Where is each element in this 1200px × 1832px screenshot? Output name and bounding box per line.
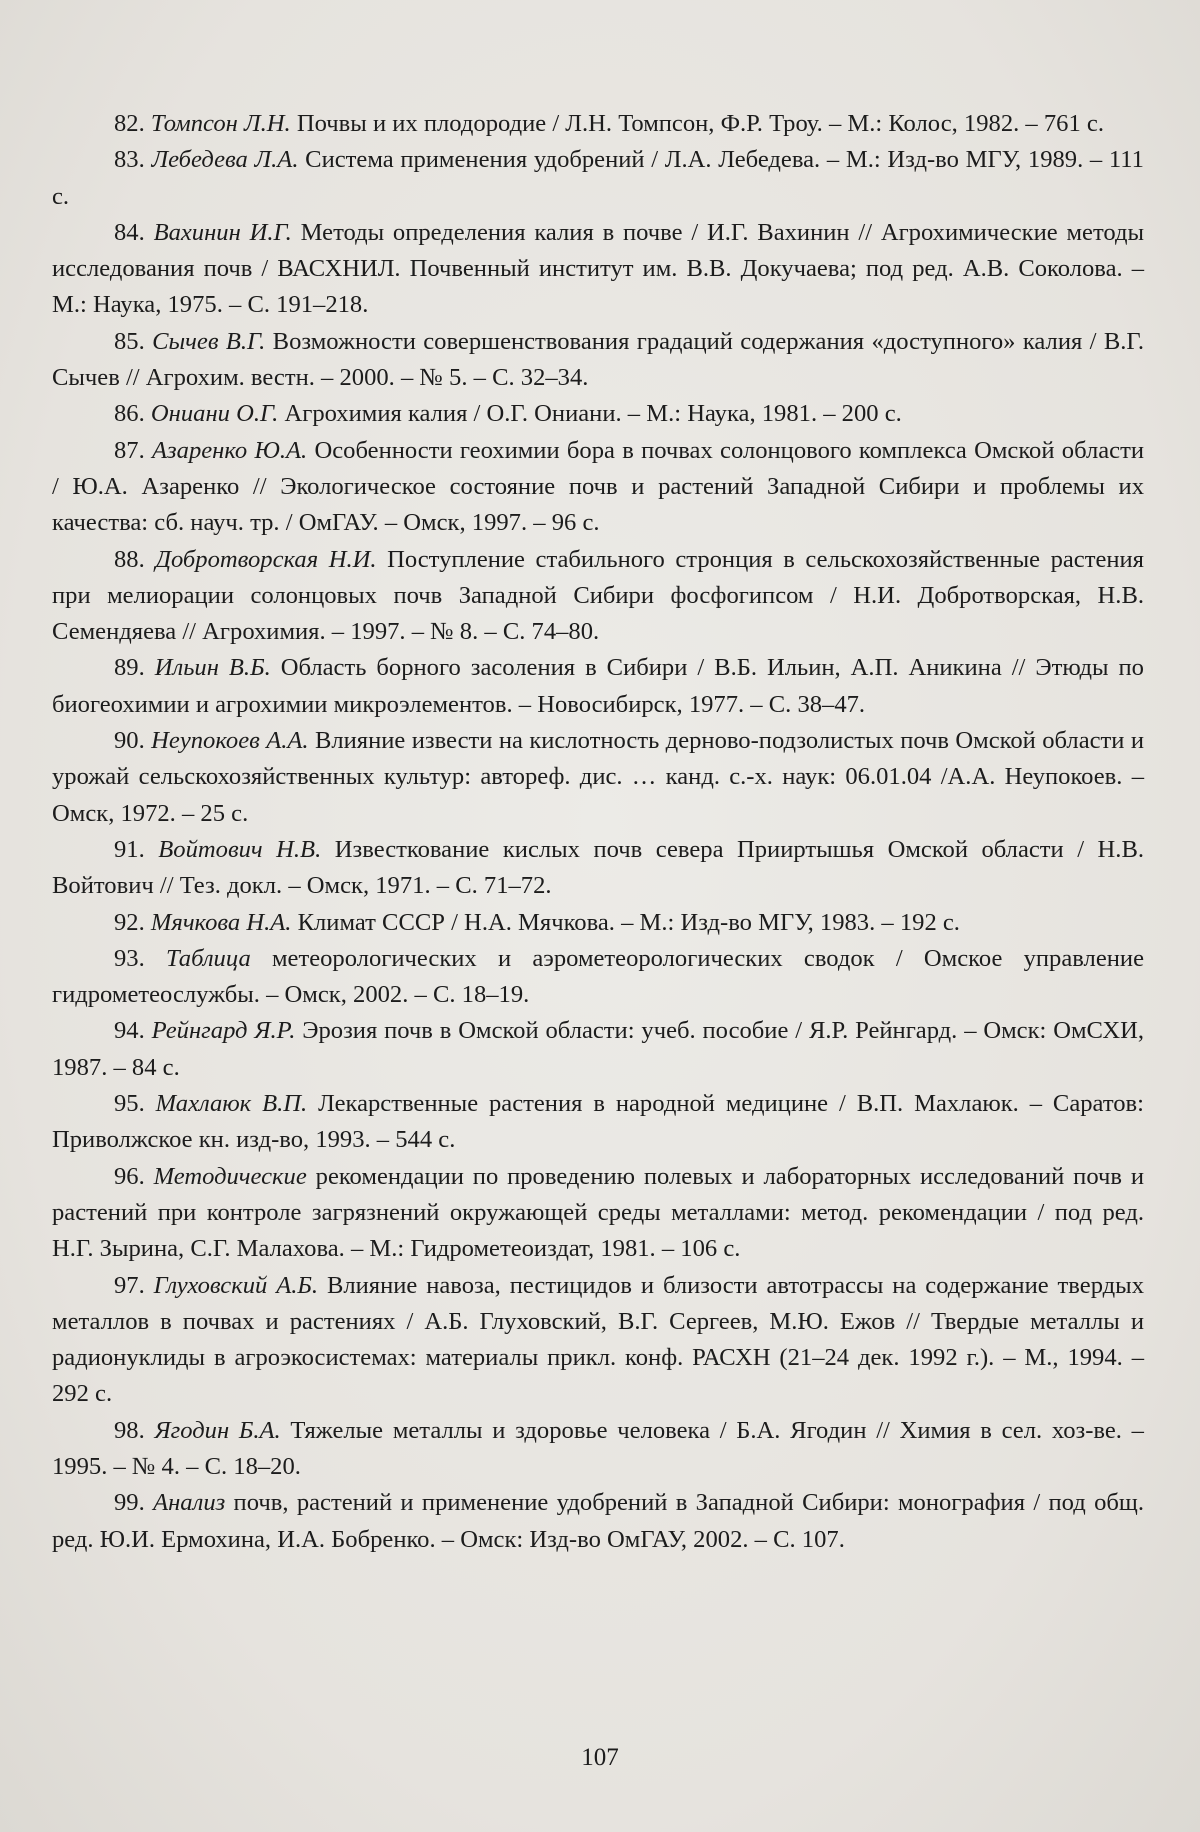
reference-text: Влияние навоза, пестицидов и близости автотрассы на содержание твердых металлов в почвах и растениях / А.Б. Глуховский, В.Г. Сергеев, М.Ю. Ежов // Твердые металлы и радионуклиды в агроэкосистемах: материалы прикл. конф. РАСХН (21–24 дек. 1992 г.). – М., 1994. – 292 с.	[52, 1271, 1144, 1408]
reference-text: метеорологических и аэрометеорологических сводок / Омское управление гидрометеослужбы. – Омск, 2002. – С. 18–19.	[52, 944, 1144, 1009]
reference-number: 98.	[114, 1416, 145, 1444]
reference-author: Азаренко Ю.А.	[152, 436, 308, 464]
reference-item	[52, 832, 1144, 905]
reference-number: 99.	[114, 1489, 145, 1517]
reference-item	[52, 941, 1144, 1014]
reference-number: 93.	[114, 944, 145, 972]
reference-author: Сычев В.Г.	[152, 327, 266, 355]
reference-number: 86.	[114, 400, 145, 428]
reference-item	[52, 542, 1144, 651]
reference-author: Ильин В.Б.	[154, 654, 271, 682]
reference-number: 97.	[114, 1271, 145, 1299]
reference-number: 96.	[114, 1162, 145, 1190]
reference-author: Лебедева Л.А.	[151, 146, 299, 174]
reference-item	[52, 1086, 1144, 1159]
reference-author: Анализ	[153, 1489, 226, 1517]
reference-text: Область борного засоления в Сибири / В.Б. Ильин, А.П. Аникина // Этюды по биогеохимии и агрохимии микроэлементов. – Новосибирск, 1977. – С. 38–47.	[52, 654, 1144, 718]
reference-number: 91.	[114, 835, 145, 863]
reference-text: Особенности геохимии бора в почвах солонцового комплекса Омской области / Ю.А. Азаренко // Экологическое состояние почв и растений Западной Сибири и проблемы их качества: сб. науч. тр. / ОмГАУ. – Омск, 1997. – 96 с.	[52, 436, 1144, 537]
reference-text: Лекарственные растения в народной медицине / В.П. Махлаюк. – Саратов: Приволжское кн. изд-во, 1993. – 544 с.	[52, 1090, 1144, 1154]
page-number: 107	[581, 1744, 619, 1771]
reference-author: Ониани О.Г.	[150, 400, 279, 428]
reference-text: Климат СССР / Н.А. Мячкова. – М.: Изд-во МГУ, 1983. – 192 с.	[297, 908, 960, 936]
reference-author: Мячкова Н.А.	[150, 908, 292, 936]
reference-number: 88.	[114, 545, 145, 573]
reference-item	[52, 106, 1144, 142]
reference-item	[52, 433, 1144, 542]
reference-text: Известкование кислых почв севера Прииртышья Омской области / Н.В. Войтович // Тез. докл. – Омск, 1971. – С. 71–72.	[52, 835, 1144, 900]
reference-number: 89.	[114, 654, 145, 682]
reference-author: Войтович Н.В.	[158, 835, 322, 863]
reference-text: Поступление стабильного стронция в сельскохозяйственные растения при мелиорации солонцовых почв Западной Сибири фосфогипсом / Н.И. Добротворская, Н.В. Семендяева // Агрохимия. – 1997. – № 8. – С. 74–80.	[52, 545, 1144, 646]
reference-number: 84.	[114, 218, 145, 246]
reference-author: Глуховский А.Б.	[153, 1271, 319, 1299]
reference-item	[52, 215, 1144, 324]
reference-number: 94.	[114, 1017, 145, 1045]
reference-item	[52, 1413, 1144, 1486]
reference-item	[52, 142, 1144, 215]
reference-author: Ягодин Б.А.	[154, 1416, 281, 1444]
reference-author: Добротворская Н.И.	[155, 545, 377, 573]
reference-number: 82.	[114, 110, 145, 137]
reference-text: Агрохимия калия / О.Г. Ониани. – М.: Наука, 1981. – 200 с.	[284, 400, 902, 428]
reference-item	[52, 723, 1144, 832]
reference-text: Эрозия почв в Омской области: учеб. пособие / Я.Р. Рейнгард. – Омск: ОмСХИ, 1987. – 84 с.	[52, 1017, 1144, 1081]
reference-author: Рейнгард Я.Р.	[151, 1017, 296, 1045]
reference-item	[52, 905, 1144, 941]
reference-number: 95.	[114, 1090, 145, 1118]
reference-author: Махлаюк В.П.	[155, 1090, 308, 1118]
reference-author: Методические	[153, 1162, 307, 1190]
reference-number: 83.	[114, 146, 145, 174]
reference-item	[52, 396, 1144, 432]
reference-text: Влияние извести на кислотность дерново-подзолистых почв Омской области и урожай сельскохозяйственных культур: автореф. дис. … канд. с.-х. наук: 06.01.04 /А.А. Неупокоев. – Омск, 1972. – 25 с.	[52, 727, 1144, 827]
reference-item	[52, 1485, 1144, 1558]
reference-text: Методы определения калия в почве / И.Г. Вахинин // Агрохимические методы исследования почв / ВАСХНИЛ. Почвенный институт им. В.В. Докучаева; под ред. А.В. Соколова. – М.: Наука, 1975. – С. 191–218.	[52, 218, 1144, 319]
reference-number: 85.	[114, 327, 145, 355]
reference-number: 90.	[114, 727, 145, 755]
reference-list	[52, 106, 1144, 1558]
reference-author: Томпсон Л.Н.	[150, 110, 291, 137]
reference-text: Почвы и их плодородие / Л.Н. Томпсон, Ф.Р. Троу. – М.: Колос, 1982. – 761 с.	[296, 110, 1104, 137]
reference-text: Система применения удобрений / Л.А. Лебедева. – М.: Изд-во МГУ, 1989. – 111 с.	[52, 146, 1144, 210]
reference-author: Неупокоев А.А.	[151, 727, 309, 755]
reference-author: Таблица	[165, 944, 251, 972]
reference-text: рекомендации по проведению полевых и лабораторных исследований почв и растений при контроле загрязнений окружающей среды металлами: метод. рекомендации / под ред. Н.Г. Зырина, С.Г. Малахова. – М.: Гидрометеоиздат, 1981. – 106 с.	[52, 1162, 1144, 1263]
reference-item	[52, 324, 1144, 397]
reference-text: Тяжелые металлы и здоровье человека / Б.А. Ягодин // Химия в сел. хоз-ве. – 1995. – № 4. – С. 18–20.	[52, 1416, 1144, 1480]
reference-text: Возможности совершенствования градаций содержания «доступного» калия / В.Г. Сычев // Агрохим. вестн. – 2000. – № 5. – С. 32–34.	[52, 327, 1144, 392]
reference-number: 92.	[114, 908, 145, 936]
reference-number: 87.	[114, 436, 145, 464]
reference-item	[52, 1159, 1144, 1268]
reference-item	[52, 650, 1144, 723]
reference-text: почв, растений и применение удобрений в Западной Сибири: монография / под общ. ред. Ю.И. Ермохина, И.А. Бобренко. – Омск: Изд-во ОмГАУ, 2002. – С. 107.	[52, 1489, 1144, 1553]
reference-item	[52, 1268, 1144, 1413]
reference-item	[52, 1013, 1144, 1086]
reference-author: Вахинин И.Г.	[153, 218, 292, 246]
